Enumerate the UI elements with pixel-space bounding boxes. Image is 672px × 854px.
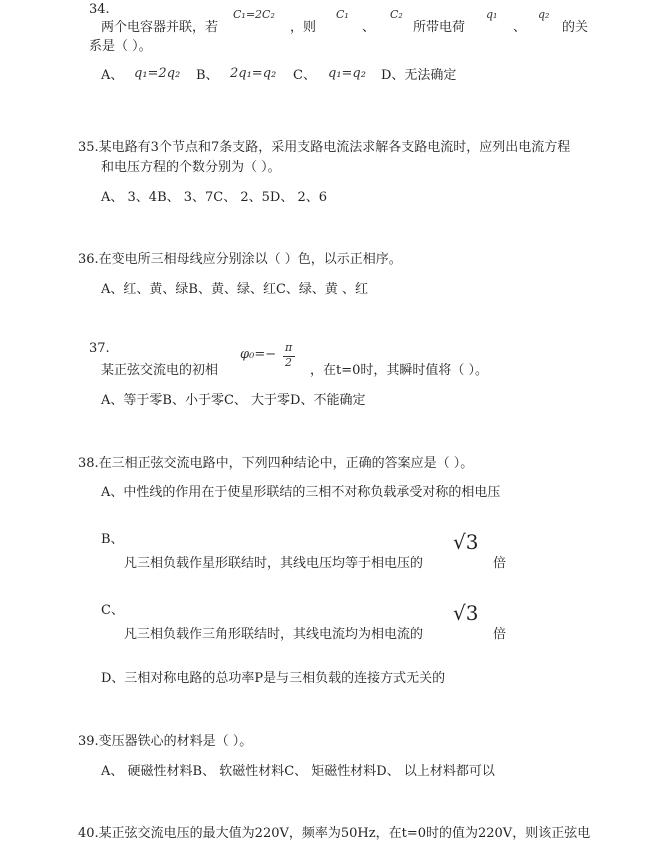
q37-options: A、等于零B、小于零C、 大于零D、不能确定 (101, 393, 366, 408)
q34-line2: 系是（ ）。 (89, 39, 152, 54)
q34-math-c1c2: C₁=2C₂ (233, 8, 275, 21)
q34-opt-a-math: q₁=2q₂ (134, 66, 181, 81)
q38-opt-b-text: 凡三相负载作星形联结时，其线电压均等于相电压的 (124, 556, 424, 571)
q36-options: A、红、黄、绿B、黄、绿、红C、绿、黄 、红 (101, 282, 369, 297)
q37-text-b: ，在t=0时，其瞬时值将（ ）。 (310, 363, 489, 378)
q34-text-c: 所带电荷 (413, 20, 466, 35)
q38-opt-a: A、中性线的作用在于使星形联结的三相不对称负载承受对称的相电压 (101, 485, 501, 500)
q40-line1: 40.某正弦交流电压的最大值为220V，频率为50Hz，在t=0时的值为220V，则该正弦电 (78, 826, 591, 841)
q34-opt-c-math: q₁=q₂ (328, 66, 366, 81)
q34-opt-a-label: A、 (101, 68, 124, 83)
q37-frac-num: π (285, 341, 293, 354)
q39-line1: 39.变压器铁心的材料是（ ）。 (78, 734, 253, 749)
q38-opt-c-sqrt3: √3 (453, 601, 479, 625)
q34-opt-c-label: C、 (293, 68, 316, 83)
q34-opt-b-label: B、 (196, 68, 219, 83)
q38-opt-b-sqrt3: √3 (453, 530, 479, 554)
q35-line1: 35.某电路有3个节点和7条支路，采用支路电流法求解各支路电流时，应列出电流方程 (78, 140, 571, 155)
q38-opt-c-text: 凡三相负载作三角形联结时，其线电流均为相电流的 (124, 627, 424, 642)
q34-sep2: 、 (513, 20, 527, 35)
q37-frac-den: 2 (285, 356, 292, 369)
q34-sep1: 、 (362, 20, 376, 35)
q37-text-a: 某正弦交流电的初相 (101, 363, 219, 378)
q36-line1: 36.在变电所三相母线应分别涂以（ ）色，以示正相序。 (78, 252, 402, 267)
q37-math-phi: φ₀=− (240, 347, 277, 362)
q38-line1: 38.在三相正弦交流电路中，下列四种结论中，正确的答案应是（ ）。 (78, 456, 474, 471)
q38-opt-c-label: C、 (101, 603, 124, 618)
q38-opt-c-times: 倍 (493, 627, 507, 642)
q34-number: 34. (89, 2, 110, 17)
q38-opt-d: D、三相对称电路的总功率P是与三相负载的连接方式无关的 (101, 671, 446, 686)
q38-opt-b-label: B、 (101, 532, 124, 547)
q37-number: 37. (89, 341, 110, 356)
q35-line2: 和电压方程的个数分别为（ ）。 (101, 160, 281, 175)
q34-math-q2: q₂ (538, 8, 550, 21)
q34-text-a: 两个电容器并联，若 (101, 20, 219, 35)
q34-math-q1: q₁ (486, 8, 498, 21)
q34-text-d: 的关 (562, 20, 589, 35)
q34-math-c2: C₂ (390, 8, 403, 21)
q34-opt-d: D、无法确定 (381, 68, 457, 83)
q35-options: A、 3、4B、 3、7C、 2、5D、 2、6 (101, 190, 328, 205)
q38-opt-b-times: 倍 (493, 556, 507, 571)
q34-text-b: ，则 (290, 20, 317, 35)
q39-options: A、 硬磁性材料B、 软磁性材料C、 矩磁性材料D、 以上材料都可以 (101, 764, 495, 779)
q34-opt-b-math: 2q₁=q₂ (230, 66, 277, 81)
q34-math-c1: C₁ (336, 8, 349, 21)
